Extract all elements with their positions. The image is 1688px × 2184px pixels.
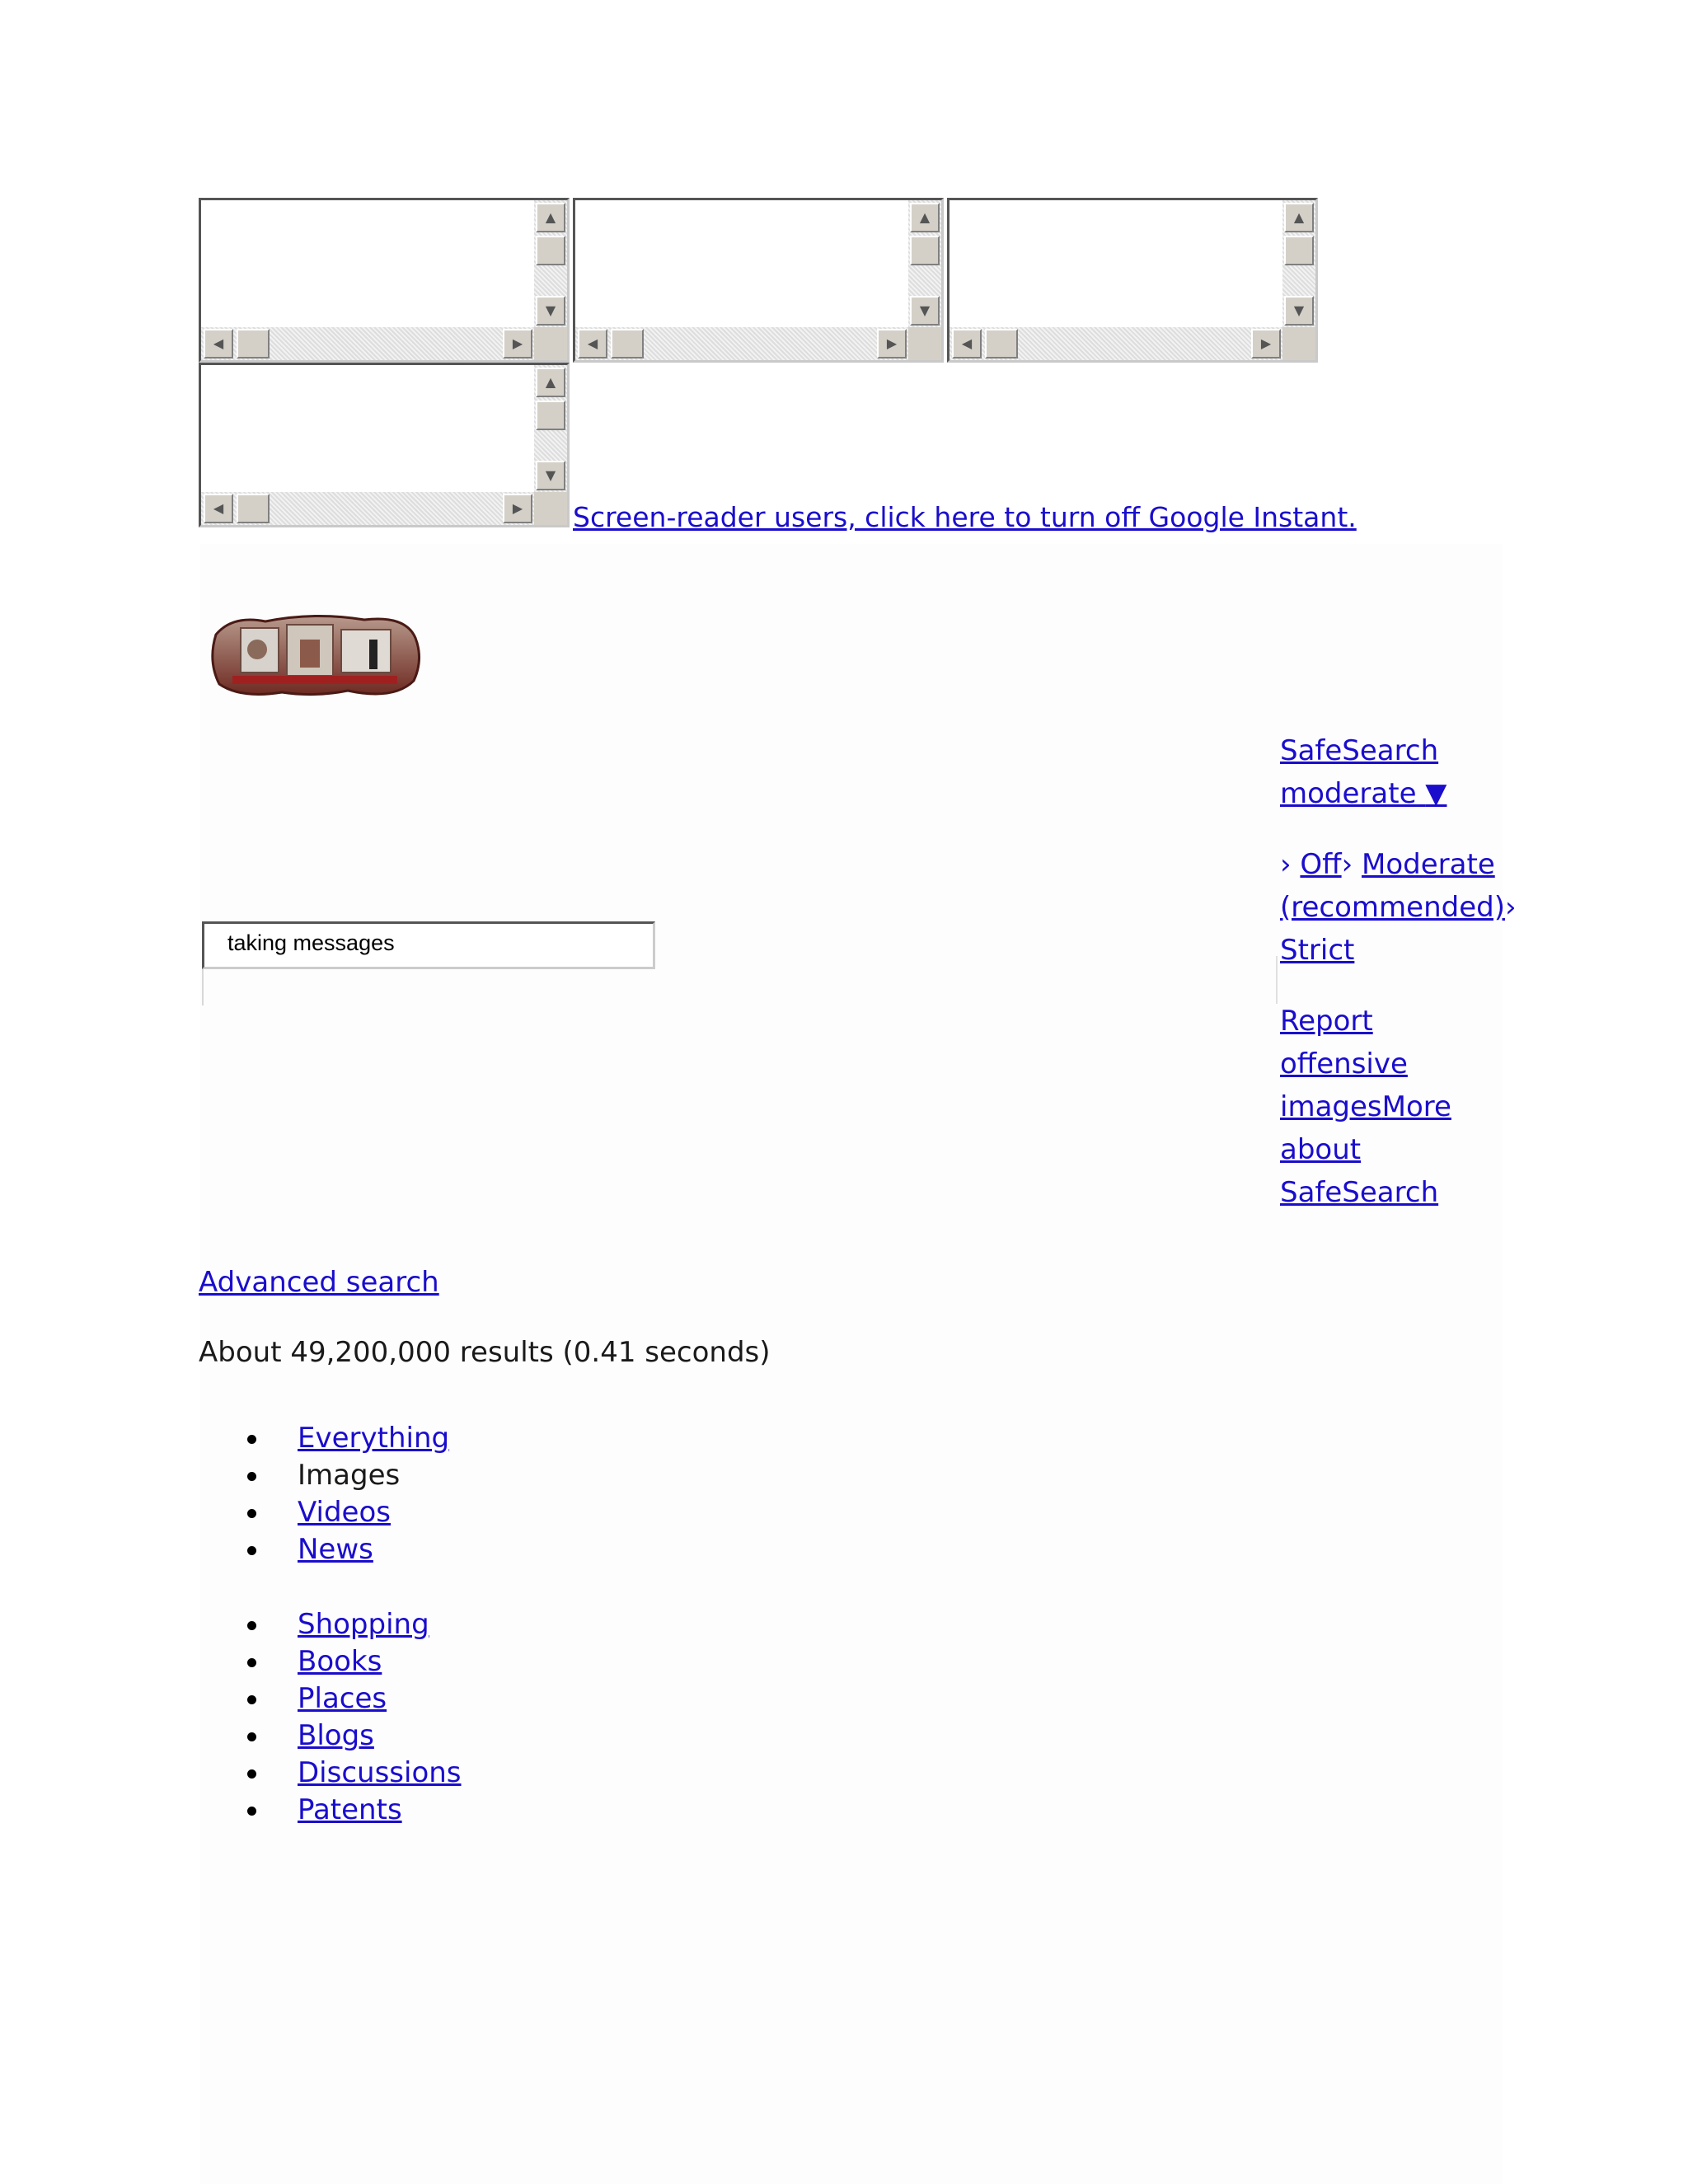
nav-item-news[interactable]: [247, 1531, 449, 1568]
vertical-scrollbar[interactable]: [908, 200, 941, 332]
safesearch-current: moderate: [1280, 777, 1417, 810]
search-input[interactable]: [227, 930, 623, 956]
scroll-corner: [908, 327, 941, 360]
nav-item-everything[interactable]: [247, 1420, 449, 1457]
scroll-frame-3[interactable]: [947, 198, 1318, 363]
separator: ›: [1280, 848, 1292, 881]
vertical-scrollbar[interactable]: [1282, 200, 1315, 332]
scroll-thumb[interactable]: [910, 236, 940, 265]
up-arrow-icon[interactable]: ▲: [536, 203, 565, 232]
scroll-thumb[interactable]: [237, 494, 270, 523]
scroll-thumb[interactable]: [1284, 236, 1314, 265]
divider: [202, 969, 204, 1005]
bullet-icon: [247, 1769, 256, 1779]
google-doodle-logo[interactable]: [208, 610, 424, 702]
scroll-corner: [534, 492, 567, 525]
scroll-corner: [534, 327, 567, 360]
nav-link[interactable]: Videos: [298, 1496, 391, 1529]
nav-item-discussions[interactable]: [247, 1755, 462, 1792]
horizontal-scrollbar[interactable]: [575, 327, 911, 360]
down-arrow-icon[interactable]: ▼: [536, 296, 565, 326]
down-arrow-icon[interactable]: ▼: [1284, 296, 1314, 326]
scroll-thumb[interactable]: [985, 329, 1018, 359]
right-arrow-icon[interactable]: ▶: [503, 329, 532, 359]
nav-link[interactable]: Blogs: [298, 1719, 374, 1752]
result-stats: About 49,200,000 results (0.41 seconds): [199, 1336, 771, 1369]
scroll-thumb[interactable]: [237, 329, 270, 359]
nav-item-images: [247, 1457, 449, 1494]
vertical-scrollbar[interactable]: [534, 365, 567, 497]
right-arrow-icon[interactable]: ▶: [503, 494, 532, 523]
safesearch-title: SafeSearch: [1280, 734, 1439, 767]
bullet-icon: [247, 1509, 256, 1518]
bullet-icon: [247, 1732, 256, 1741]
nav-link[interactable]: Shopping: [298, 1608, 429, 1641]
left-arrow-icon[interactable]: ◀: [952, 329, 982, 359]
bullet-icon: [247, 1435, 256, 1444]
separator: ›: [1504, 891, 1517, 924]
scroll-thumb[interactable]: [536, 401, 565, 430]
bullet-icon: [247, 1546, 256, 1555]
horizontal-scrollbar[interactable]: [201, 327, 537, 360]
safesearch-moderate[interactable]: Moderate (recommended): [1280, 848, 1505, 924]
scroll-frame-2[interactable]: [573, 198, 944, 363]
safesearch-panel: [1280, 729, 1527, 1214]
bullet-icon: [247, 1658, 256, 1667]
up-arrow-icon[interactable]: ▲: [910, 203, 940, 232]
search-type-more-nav: [247, 1606, 462, 1829]
left-arrow-icon[interactable]: ◀: [204, 329, 233, 359]
nav-link[interactable]: Everything: [298, 1422, 450, 1455]
chevron-down-icon: ▼: [1425, 777, 1447, 810]
scroll-thumb[interactable]: [536, 236, 565, 265]
report-offensive-images-link[interactable]: Report offensive images: [1280, 1005, 1408, 1123]
nav-link[interactable]: Books: [298, 1645, 382, 1678]
nav-link[interactable]: Patents: [298, 1793, 402, 1826]
safesearch-toggle[interactable]: [1280, 734, 1447, 810]
separator: ›: [1341, 848, 1353, 881]
bullet-icon: [247, 1807, 256, 1816]
right-arrow-icon[interactable]: ▶: [1251, 329, 1281, 359]
nav-item-shopping[interactable]: [247, 1606, 462, 1643]
nav-item-books[interactable]: [247, 1643, 462, 1680]
scroll-frame-4[interactable]: [199, 363, 570, 527]
nav-link[interactable]: Discussions: [298, 1756, 462, 1789]
down-arrow-icon[interactable]: ▼: [910, 296, 940, 326]
search-type-nav: [247, 1420, 449, 1568]
scroll-thumb[interactable]: [611, 329, 644, 359]
nav-current: Images: [298, 1459, 401, 1492]
scroll-frame-1[interactable]: [199, 198, 570, 363]
safesearch-off[interactable]: Off: [1300, 848, 1342, 881]
down-arrow-icon[interactable]: ▼: [536, 461, 565, 490]
advanced-search-link[interactable]: Advanced search: [199, 1266, 439, 1299]
horizontal-scrollbar[interactable]: [950, 327, 1285, 360]
bullet-icon: [247, 1621, 256, 1630]
up-arrow-icon[interactable]: ▲: [1284, 203, 1314, 232]
nav-link[interactable]: Places: [298, 1682, 387, 1715]
left-arrow-icon[interactable]: ◀: [204, 494, 233, 523]
vertical-scrollbar[interactable]: [534, 200, 567, 332]
turn-off-instant-link[interactable]: Screen-reader users, click here to turn off Google Instant.: [573, 501, 1357, 533]
right-arrow-icon[interactable]: ▶: [877, 329, 907, 359]
nav-item-blogs[interactable]: [247, 1718, 462, 1755]
divider: [1276, 956, 1278, 1004]
nav-item-places[interactable]: [247, 1680, 462, 1718]
nav-item-videos[interactable]: [247, 1494, 449, 1531]
up-arrow-icon[interactable]: ▲: [536, 368, 565, 397]
safesearch-strict[interactable]: Strict: [1280, 934, 1355, 967]
horizontal-scrollbar[interactable]: [201, 492, 537, 525]
nav-item-patents[interactable]: [247, 1792, 462, 1829]
search-box[interactable]: [202, 921, 655, 969]
bullet-icon: [247, 1695, 256, 1704]
safesearch-options: [1280, 843, 1527, 972]
bullet-icon: [247, 1472, 256, 1481]
more-about-safesearch-link[interactable]: More about SafeSearch: [1280, 1090, 1451, 1209]
scroll-corner: [1282, 327, 1315, 360]
left-arrow-icon[interactable]: ◀: [578, 329, 607, 359]
nav-link[interactable]: News: [298, 1533, 373, 1566]
